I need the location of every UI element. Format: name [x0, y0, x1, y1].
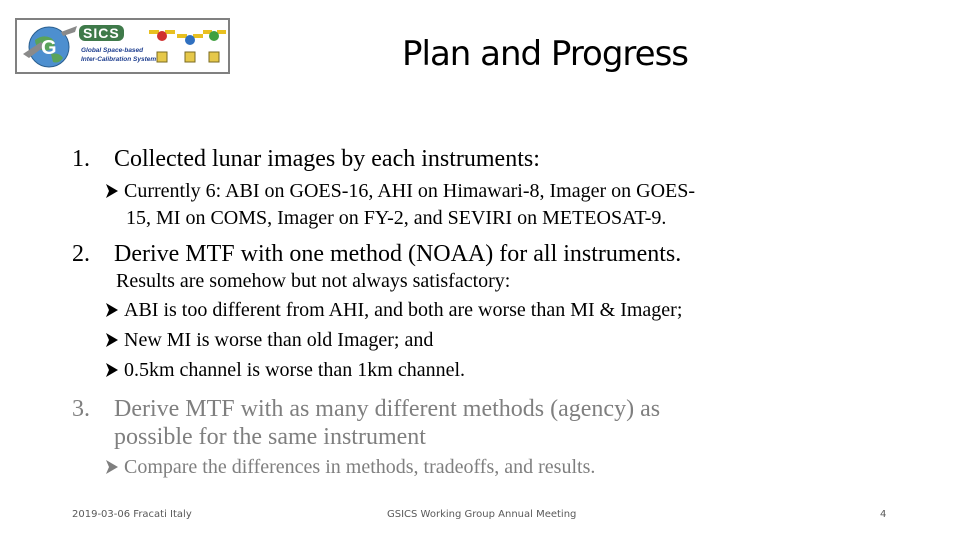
item-2-sub-1-text: ABI is too different from AHI, and both are worse than MI & Imager;	[124, 299, 683, 321]
page-title: Plan and Progress	[402, 34, 689, 74]
gsics-logo	[15, 18, 230, 74]
item-2-number: 2.	[72, 241, 90, 267]
arrow-bullet-icon	[106, 184, 118, 198]
item-2-sub-3-text: 0.5km channel is worse than 1km channel.	[124, 359, 466, 381]
globe-icon	[21, 24, 81, 70]
arrow-bullet-icon	[106, 363, 118, 377]
item-2-sub-2	[106, 329, 433, 352]
footer-page-number: 4	[880, 509, 887, 520]
arrow-bullet-icon	[106, 303, 118, 317]
arrow-bullet-icon	[106, 333, 118, 347]
logo-subtitle-line1: Global Space-based	[81, 47, 144, 54]
item-3-text-line1: Derive MTF with as many different methods (agency) as	[114, 396, 661, 422]
arrow-bullet-icon	[106, 460, 118, 474]
logo-wordmark: SICS	[79, 25, 124, 41]
item-3-text-line2: possible for the same instrument	[114, 424, 426, 450]
item-3-sub-1	[106, 456, 595, 479]
item-1-number: 1.	[72, 146, 90, 172]
item-2-sub-1	[106, 299, 682, 322]
item-3-number: 3.	[72, 396, 90, 422]
item-2-sub-3	[106, 359, 465, 382]
item-1-text: Collected lunar images by each instruments:	[114, 146, 540, 172]
item-2-intro: Results are somehow but not always satisfactory:	[116, 270, 511, 292]
footer-date-location: 2019-03-06 Fracati Italy	[72, 509, 192, 520]
item-1-sub-1-line2: 15, MI on COMS, Imager on FY-2, and SEVIRI on METEOSAT-9.	[126, 207, 667, 229]
item-2-text: Derive MTF with one method (NOAA) for all instruments.	[114, 241, 682, 267]
item-2-sub-2-text: New MI is worse than old Imager; and	[124, 329, 434, 351]
satellite-icons	[147, 26, 227, 68]
item-1-sub-1-line1: Currently 6: ABI on GOES-16, AHI on Himawari-8, Imager on GOES-	[124, 180, 696, 202]
item-3-sub-1-text: Compare the differences in methods, tradeoffs, and results.	[124, 456, 596, 478]
footer-meeting-name: GSICS Working Group Annual Meeting	[387, 509, 577, 520]
svg-text:G: G	[41, 37, 57, 59]
logo-subtitle-line2: Inter-Calibration System	[81, 56, 157, 63]
item-1-sub-1	[106, 180, 695, 203]
